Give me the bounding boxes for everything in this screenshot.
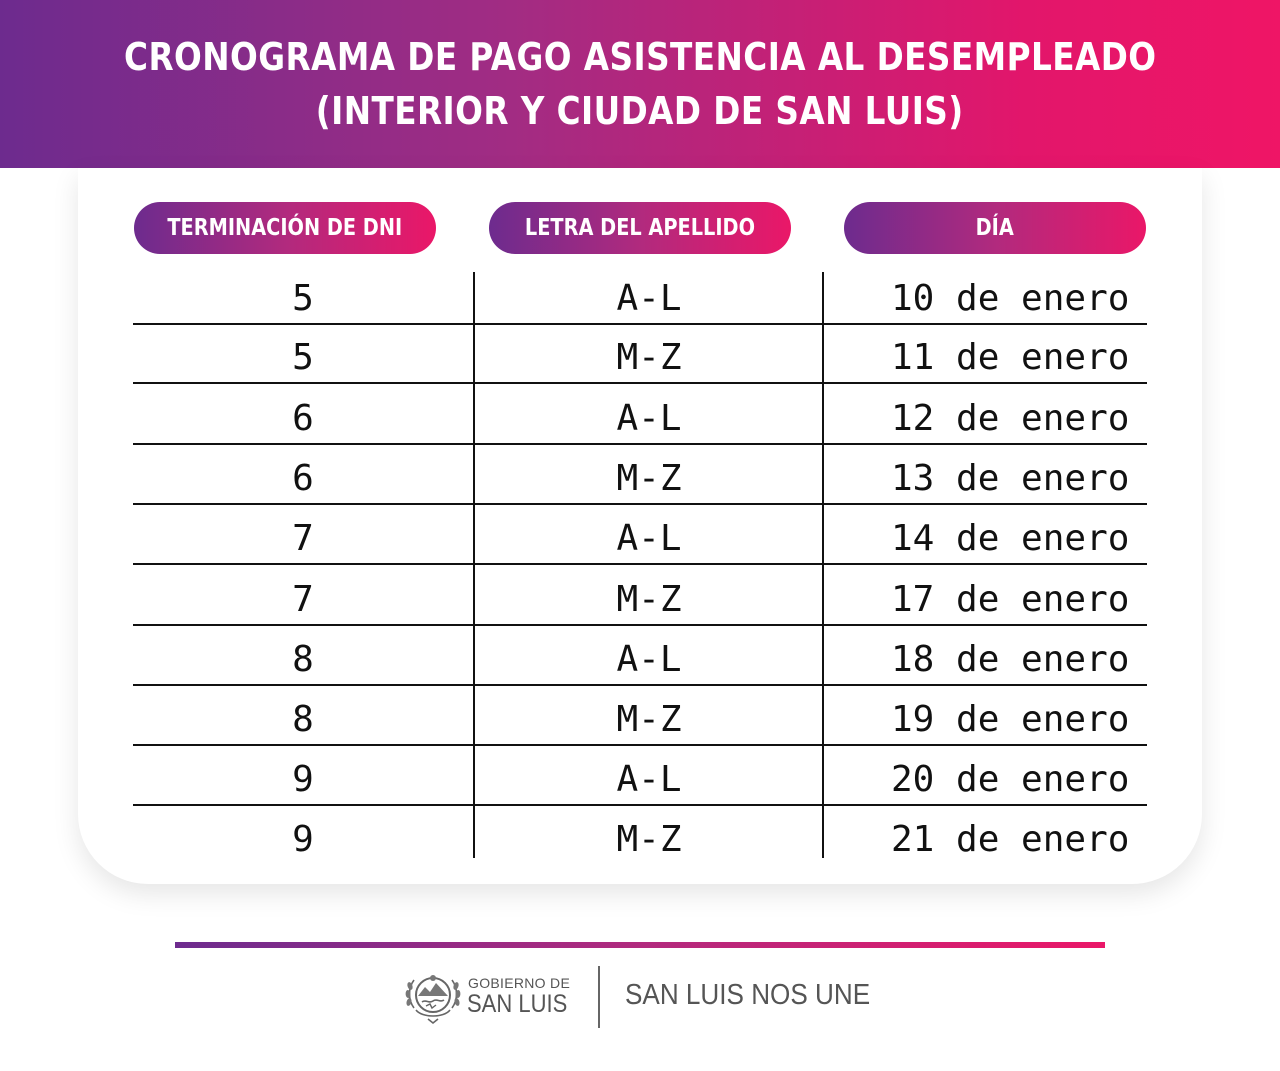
cell-dni: 5	[292, 278, 314, 319]
cell-letra: A-L	[616, 518, 682, 559]
cell-dia: 14 de enero	[891, 518, 1130, 559]
footer-divider	[175, 942, 1105, 948]
column-header-dni-label: TERMINACIÓN DE DNI	[167, 215, 403, 241]
table-row	[133, 745, 1147, 806]
cell-dia: 13 de enero	[891, 458, 1130, 499]
cell-dni: 9	[292, 819, 314, 860]
footer-separator	[598, 966, 600, 1028]
table-row	[133, 384, 1147, 445]
cell-letra: M-Z	[616, 337, 682, 378]
cell-letra: M-Z	[616, 819, 682, 860]
cell-dni: 7	[292, 518, 314, 559]
cell-letra: M-Z	[616, 699, 682, 740]
cell-dni: 8	[292, 639, 314, 680]
cell-letra: A-L	[616, 639, 682, 680]
cell-letra: A-L	[616, 278, 682, 319]
cell-letra: A-L	[616, 398, 682, 439]
cell-dia: 12 de enero	[891, 398, 1130, 439]
column-divider-1	[473, 272, 475, 858]
column-header-letra-label: LETRA DEL APELLIDO	[524, 215, 756, 241]
cell-dia: 17 de enero	[891, 579, 1130, 620]
cell-dni: 6	[292, 458, 314, 499]
slogan: SAN LUIS NOS UNE	[625, 979, 871, 1011]
government-label-small: GOBIERNO DE	[468, 975, 571, 991]
table-row	[133, 565, 1147, 626]
table-row	[133, 323, 1147, 384]
table-row	[133, 805, 1147, 866]
cell-dia: 10 de enero	[891, 278, 1130, 319]
cell-dni: 8	[292, 699, 314, 740]
table-row	[133, 270, 1147, 325]
cell-dni: 5	[292, 337, 314, 378]
cell-dni: 9	[292, 759, 314, 800]
column-header-letra	[489, 202, 791, 254]
cell-dia: 11 de enero	[891, 337, 1130, 378]
column-header-dia-label: DÍA	[975, 215, 1015, 241]
page-title-line-2: (INTERIOR Y CIUDAD DE SAN LUIS)	[316, 89, 964, 133]
cell-dni: 7	[292, 579, 314, 620]
coat-of-arms-icon	[402, 966, 464, 1028]
table-row	[133, 685, 1147, 746]
header-banner	[0, 0, 1280, 168]
cell-dia: 18 de enero	[891, 639, 1130, 680]
cell-dia: 21 de enero	[891, 819, 1130, 860]
column-header-dni	[134, 202, 436, 254]
table-row	[133, 444, 1147, 505]
cell-dia: 19 de enero	[891, 699, 1130, 740]
cell-letra: A-L	[616, 759, 682, 800]
cell-letra: M-Z	[616, 579, 682, 620]
cell-dni: 6	[292, 398, 314, 439]
column-divider-2	[822, 272, 824, 858]
cell-dia: 20 de enero	[891, 759, 1130, 800]
table-row	[133, 504, 1147, 565]
cell-letra: M-Z	[616, 458, 682, 499]
government-label-large: SAN LUIS	[467, 990, 568, 1018]
page-title-line-1: CRONOGRAMA DE PAGO ASISTENCIA AL DESEMPLEADO	[123, 35, 1157, 79]
table-row	[133, 625, 1147, 686]
column-header-dia	[844, 202, 1146, 254]
